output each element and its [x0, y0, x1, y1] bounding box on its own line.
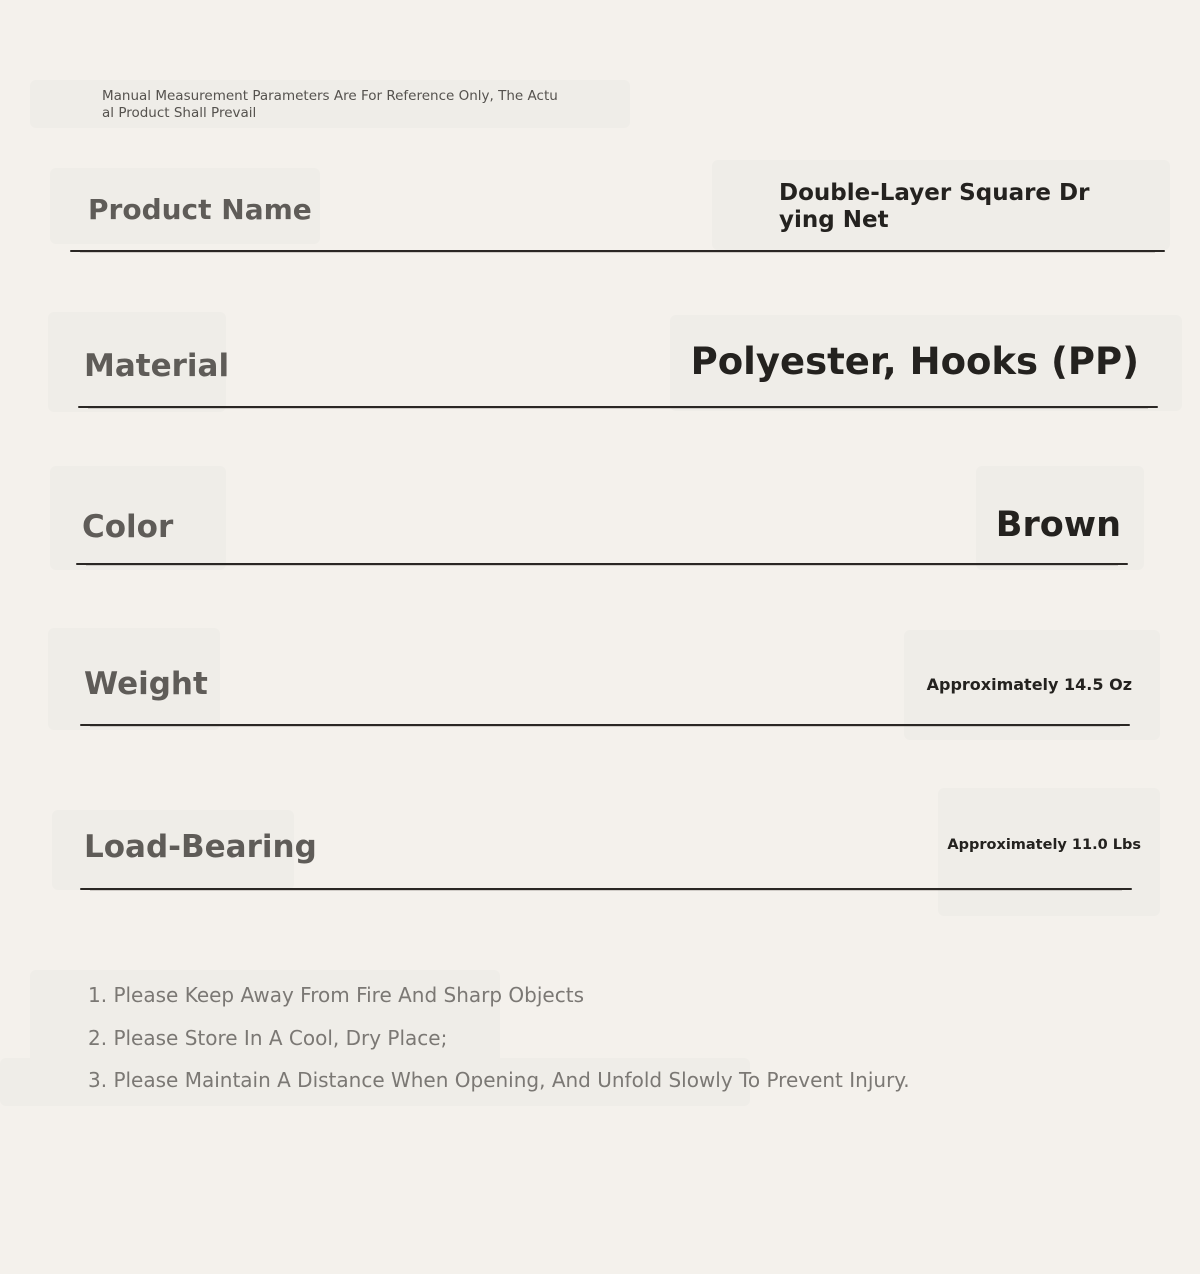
- spec-label-weight: Weight: [84, 666, 208, 702]
- spec-value-material: Polyester, Hooks (PP): [690, 340, 1139, 383]
- measurement-disclaimer: Manual Measurement Parameters Are For Reference Only, The Actual Product Shall Prevail: [102, 88, 558, 121]
- care-note: 2. Please Store In A Cool, Dry Place;: [88, 1025, 448, 1050]
- divider-color: [76, 563, 1128, 565]
- spec-value-weight: Approximately 14.5 Oz: [926, 675, 1132, 694]
- spec-label-product-name: Product Name: [88, 193, 312, 226]
- divider-product-name: [70, 250, 1165, 252]
- spec-label-material: Material: [84, 348, 230, 384]
- divider-material: [78, 406, 1158, 408]
- divider-load-bearing: [80, 888, 1132, 890]
- spec-value-load-bearing: Approximately 11.0 Lbs: [947, 837, 1141, 853]
- care-notes-list: [88, 982, 910, 1110]
- divider-weight: [80, 724, 1130, 726]
- spec-value-product-name: Double-Layer Square Drying Net: [779, 180, 1090, 233]
- care-note: 1. Please Keep Away From Fire And Sharp Objects: [88, 983, 584, 1007]
- spec-value-color: Brown: [995, 505, 1121, 545]
- spec-label-color: Color: [82, 509, 174, 545]
- care-note: 3. Please Maintain A Distance When Opening, And Unfold Slowly To Prevent Injury.: [88, 1068, 910, 1092]
- spec-label-load-bearing: Load-Bearing: [84, 829, 317, 865]
